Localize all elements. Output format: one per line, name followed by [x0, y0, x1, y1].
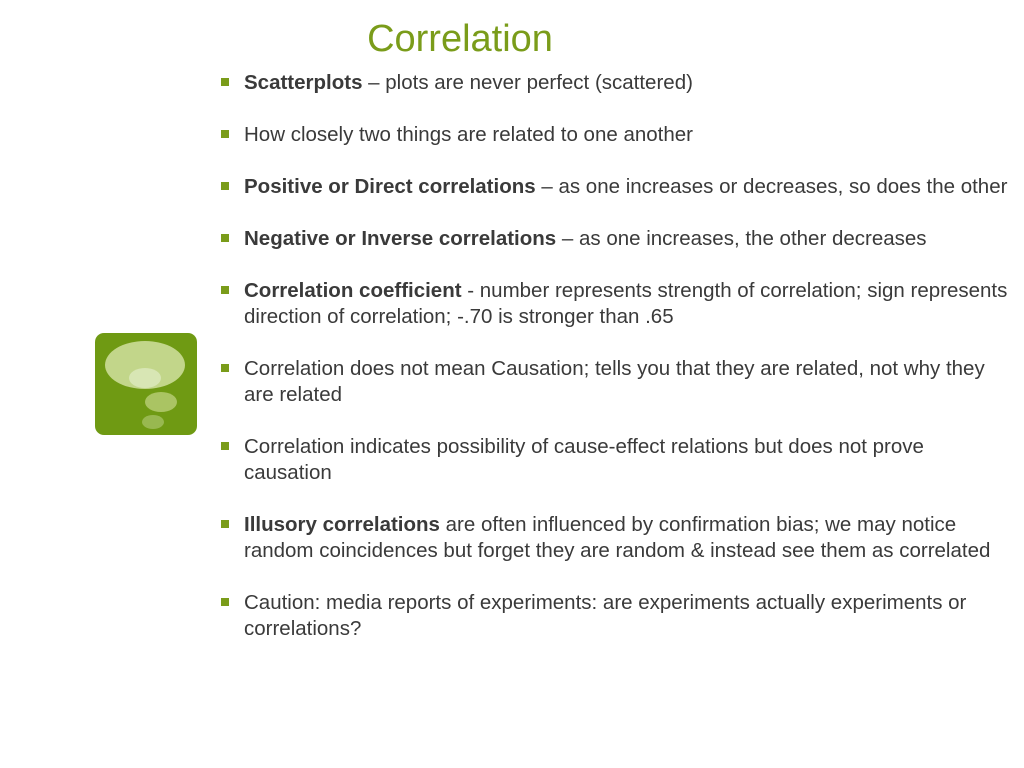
- square-bullet-icon: [221, 78, 229, 86]
- bullet-text: Correlation does not mean Causation; tells you that they are related, not why they are related: [244, 357, 985, 406]
- square-bullet-icon: [221, 286, 229, 294]
- bullet-term: Scatterplots: [244, 71, 363, 94]
- bullet-term: Negative or Inverse correlations: [244, 227, 557, 250]
- square-bullet-icon: [221, 234, 229, 242]
- bullet-item: [218, 356, 1008, 408]
- bullet-item: [218, 70, 1008, 96]
- bullet-term: Positive or Direct correlations: [244, 175, 536, 198]
- thought-bubble-icon: [95, 333, 197, 435]
- bullet-text: Caution: media reports of experiments: are experiments actually experiments or correlations?: [244, 591, 967, 640]
- bullet-item: [218, 174, 1008, 200]
- bullet-item: [218, 590, 1008, 642]
- bullet-item: [218, 226, 1008, 252]
- bullet-text: are often influenced by confirmation bias; we may notice random coincidences but forget they are random & instead see them as correlated: [244, 513, 991, 562]
- bullet-text: Correlation indicates possibility of cause-effect relations but does not prove causation: [244, 435, 924, 484]
- bullet-text: - number represents strength of correlation; sign represents direction of correlation; -.70 is stronger than .65: [244, 279, 1008, 328]
- square-bullet-icon: [221, 442, 229, 450]
- bullet-term: Correlation coefficient: [244, 279, 462, 302]
- bullet-item: [218, 278, 1008, 330]
- bullet-item: [218, 434, 1008, 486]
- bullet-text: – plots are never perfect (scattered): [362, 71, 693, 94]
- bullet-item: [218, 512, 1008, 564]
- slide-title: Correlation: [367, 18, 553, 60]
- bullet-text: How closely two things are related to one another: [244, 123, 693, 146]
- bullet-text: – as one increases, the other decreases: [556, 227, 927, 250]
- square-bullet-icon: [221, 182, 229, 190]
- square-bullet-icon: [221, 364, 229, 372]
- square-bullet-icon: [221, 520, 229, 528]
- bullet-item: [218, 122, 1008, 148]
- bullet-term: Illusory correlations: [244, 513, 440, 536]
- bullet-text: – as one increases or decreases, so does the other: [535, 175, 1008, 198]
- square-bullet-icon: [221, 130, 229, 138]
- square-bullet-icon: [221, 598, 229, 606]
- bullet-list: [218, 70, 1008, 668]
